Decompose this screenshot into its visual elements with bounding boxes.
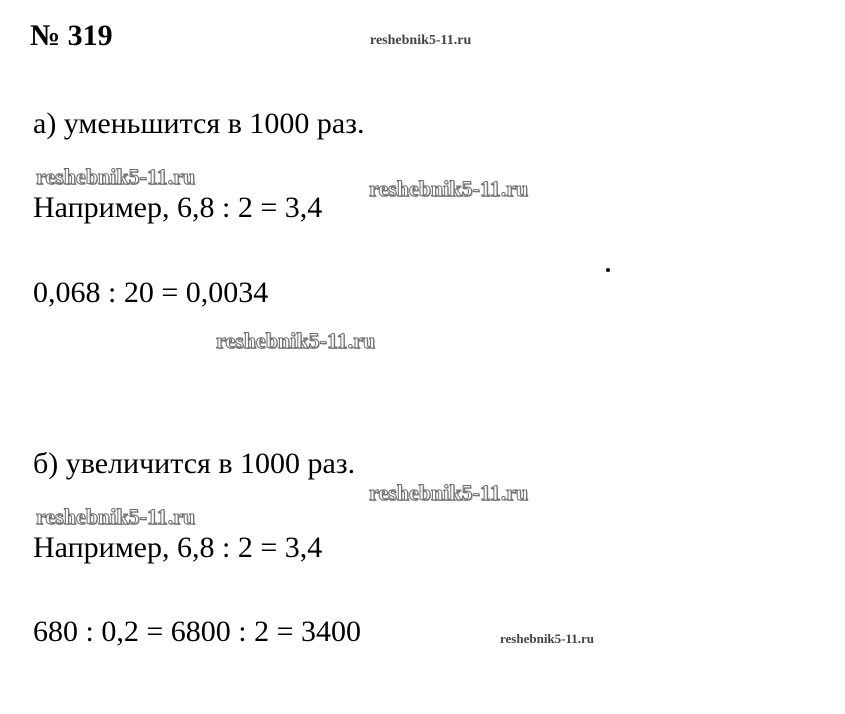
footer-watermark: reshebnik5-11.ru [500,631,595,646]
part-b-example: Например, 6,8 : 2 = 3,4 [33,531,323,564]
part-a-calculation: 0,068 : 20 = 0,0034 [33,276,269,309]
watermark-1: reshebnik5-11.ru [36,164,196,189]
part-a-example: Например, 6,8 : 2 = 3,4 [33,191,323,224]
header-watermark: reshebnik5-11.ru [370,33,472,48]
watermark-3: reshebnik5-11.ru [216,328,376,353]
problem-number: № 319 [30,19,113,52]
stray-dot [606,268,610,272]
part-b-statement: б) увеличится в 1000 раз. [33,447,356,480]
part-a-statement: а) уменьшится в 1000 раз. [33,107,365,140]
watermark-2: reshebnik5-11.ru [369,176,529,201]
watermark-4: reshebnik5-11.ru [369,480,529,505]
watermark-5: reshebnik5-11.ru [36,504,196,529]
part-b-calculation: 680 : 0,2 = 6800 : 2 = 3400 [33,615,362,648]
